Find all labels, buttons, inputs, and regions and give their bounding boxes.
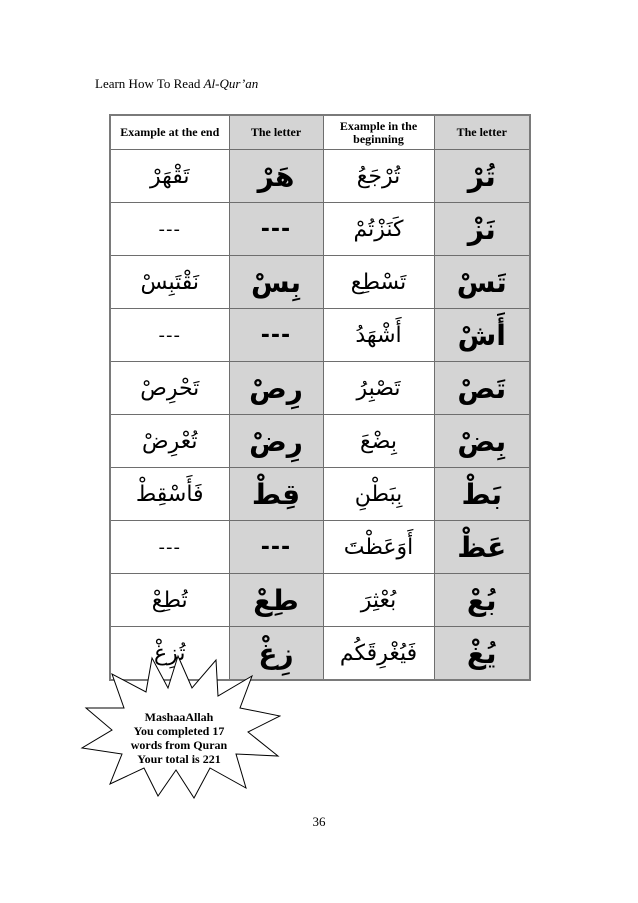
badge-line: Your total is 221 xyxy=(137,752,221,766)
letter-text: أَشْ xyxy=(457,318,506,352)
example-beginning-cell xyxy=(323,362,434,415)
badge-line: You completed 17 xyxy=(133,724,225,738)
letter-text: نَزْ xyxy=(467,212,496,246)
letter-text: يُغْ xyxy=(466,636,497,670)
letter-text: بِضْ xyxy=(457,424,507,458)
letter-mid-cell xyxy=(229,309,323,362)
empty-dash: --- xyxy=(260,322,292,348)
table-row xyxy=(110,309,530,362)
letter-cell xyxy=(434,256,530,309)
letter-cell xyxy=(434,150,530,203)
empty-dash: --- xyxy=(260,216,292,242)
example-end-cell xyxy=(110,309,229,362)
letter-text: عَظْ xyxy=(457,530,507,564)
letter-text: تَسْ xyxy=(456,265,507,299)
example-beginning-word: تَسْطِع xyxy=(350,269,407,295)
table-row xyxy=(110,203,530,256)
letter-text: تُرْ xyxy=(467,159,496,193)
empty-dash: --- xyxy=(158,536,181,558)
table-row xyxy=(110,415,530,468)
example-beginning-word: تُرْجَعُ xyxy=(356,163,401,189)
example-end-word: تَقْهَرْ xyxy=(149,163,190,189)
example-end-cell xyxy=(110,256,229,309)
table-row xyxy=(110,521,530,574)
example-end-cell xyxy=(110,415,229,468)
letter-cell xyxy=(434,309,530,362)
letter-mid-cell xyxy=(229,468,323,521)
letter-mid-text: طِعْ xyxy=(253,583,299,617)
example-beginning-word: فَيُغْرِقَكُم xyxy=(339,640,418,666)
letter-mid-cell xyxy=(229,362,323,415)
empty-dash: --- xyxy=(158,218,181,240)
example-beginning-cell xyxy=(323,468,434,521)
letter-mid-cell xyxy=(229,150,323,203)
letter-cell xyxy=(434,468,530,521)
letter-mid-cell xyxy=(229,521,323,574)
letter-text: تَصْ xyxy=(457,371,507,405)
header-example-end: Example at the end xyxy=(110,115,229,150)
empty-dash: --- xyxy=(260,534,292,560)
letter-mid-text: قِطْ xyxy=(251,477,301,511)
table-header-row xyxy=(110,115,530,150)
example-beginning-word: بِبَطْنِ xyxy=(354,481,403,507)
example-end-cell xyxy=(110,362,229,415)
letter-cell xyxy=(434,362,530,415)
letter-text: بَطْ xyxy=(461,477,502,511)
letter-cell xyxy=(434,203,530,256)
letter-mid-cell xyxy=(229,256,323,309)
table-row xyxy=(110,362,530,415)
table-row xyxy=(110,150,530,203)
example-beginning-cell xyxy=(323,627,434,681)
header-prefix: Learn How To Read xyxy=(95,76,204,91)
letter-cell xyxy=(434,415,530,468)
page-header xyxy=(95,76,258,92)
example-beginning-cell xyxy=(323,521,434,574)
example-beginning-word: كَنَزْتُمْ xyxy=(353,216,404,242)
example-end-word: تَحْرِصْ xyxy=(140,375,200,401)
letter-mid-cell xyxy=(229,415,323,468)
example-beginning-cell xyxy=(323,256,434,309)
letter-mid-cell xyxy=(229,203,323,256)
letter-mid-text: زِغْ xyxy=(258,636,294,670)
example-end-word: تُزِغْ xyxy=(154,640,186,666)
example-beginning-cell xyxy=(323,150,434,203)
header-example-beginning: Example in the beginning xyxy=(323,115,434,150)
badge-text xyxy=(114,710,244,766)
example-beginning-word: تَصْبِرُ xyxy=(356,375,401,401)
example-end-cell xyxy=(110,574,229,627)
example-end-word: تُطِعْ xyxy=(151,587,188,613)
table-row xyxy=(110,574,530,627)
header-letter-mid: The letter xyxy=(229,115,323,150)
example-beginning-cell xyxy=(323,415,434,468)
page-number: 36 xyxy=(312,814,326,829)
table-row xyxy=(110,256,530,309)
header-letter: The letter xyxy=(434,115,530,150)
example-end-cell xyxy=(110,468,229,521)
letter-text: بُعْ xyxy=(466,583,497,617)
letter-mid-text: رِضْ xyxy=(249,424,303,458)
example-end-word: تُعْرِضْ xyxy=(142,428,198,454)
badge-line: words from Quran xyxy=(130,738,228,752)
letter-mid-text: بِسْ xyxy=(250,265,302,299)
example-beginning-word: بُعْثِرَ xyxy=(360,587,397,613)
header-title-italic: Al-Qur’an xyxy=(203,76,259,91)
example-beginning-cell xyxy=(323,203,434,256)
example-beginning-cell xyxy=(323,309,434,362)
example-end-cell xyxy=(110,150,229,203)
example-beginning-word: أَوَعَظْتَ xyxy=(343,534,414,560)
letter-mid-text: رِصْ xyxy=(249,371,303,405)
badge-line: MashaaAllah xyxy=(144,710,214,724)
example-end-word: فَأَسْقِطْ xyxy=(135,481,204,507)
example-end-word: نَقْتَبِسْ xyxy=(140,269,200,295)
letter-cell xyxy=(434,574,530,627)
empty-dash: --- xyxy=(158,324,181,346)
example-beginning-cell xyxy=(323,574,434,627)
example-end-cell xyxy=(110,203,229,256)
example-end-cell xyxy=(110,521,229,574)
letter-mid-text: هَرْ xyxy=(257,159,295,193)
table-row xyxy=(110,468,530,521)
example-beginning-word: أَشْهَدُ xyxy=(355,322,402,348)
letter-table xyxy=(109,114,531,681)
letter-mid-cell xyxy=(229,574,323,627)
letter-cell xyxy=(434,521,530,574)
letter-cell xyxy=(434,627,530,681)
example-beginning-word: بِضْعَ xyxy=(360,428,397,454)
